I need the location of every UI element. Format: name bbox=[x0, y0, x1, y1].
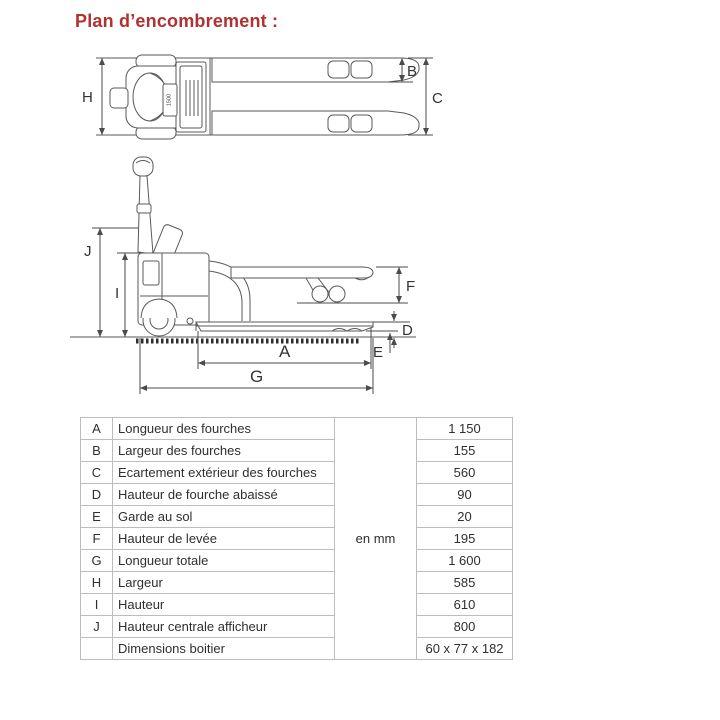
table-row bbox=[81, 594, 513, 616]
table-cell-unit: en mm bbox=[335, 418, 417, 660]
dim-d bbox=[373, 311, 413, 348]
table-cell-label: Longueur totale bbox=[113, 550, 335, 572]
table-cell-label: Largeur bbox=[113, 572, 335, 594]
table-cell-letter bbox=[81, 638, 113, 660]
table-cell-value: 1 150 bbox=[417, 418, 513, 440]
table-row bbox=[81, 440, 513, 462]
table-cell-label: Ecartement extérieur des fourches bbox=[113, 462, 335, 484]
raised-fork bbox=[231, 267, 408, 303]
dim-label-i: I bbox=[115, 285, 120, 302]
table-cell-label: Largeur des fourches bbox=[113, 440, 335, 462]
dim-j bbox=[84, 228, 100, 337]
capacity-plate-label: 1500 bbox=[166, 93, 173, 107]
table-row bbox=[81, 418, 513, 440]
dim-label-b: B bbox=[407, 63, 418, 80]
top-view-body bbox=[110, 55, 210, 139]
table-cell-value: 20 bbox=[417, 506, 513, 528]
dim-label-h: H bbox=[82, 89, 93, 106]
table-cell-letter: G bbox=[81, 550, 113, 572]
table-cell-value: 195 bbox=[417, 528, 513, 550]
page-title: Plan d’encombrement : bbox=[75, 11, 279, 31]
side-view bbox=[70, 157, 416, 394]
table-row bbox=[81, 506, 513, 528]
table-cell-letter: F bbox=[81, 528, 113, 550]
table-cell-value: 560 bbox=[417, 462, 513, 484]
table-row bbox=[81, 528, 513, 550]
dim-f bbox=[376, 267, 415, 303]
table-cell-letter: I bbox=[81, 594, 113, 616]
dim-label-d: D bbox=[402, 322, 413, 339]
table-cell-label: Hauteur de fourche abaissé bbox=[113, 484, 335, 506]
table-cell-letter: B bbox=[81, 440, 113, 462]
table-cell-label: Hauteur centrale afficheur bbox=[113, 616, 335, 638]
dim-label-c: C bbox=[432, 90, 443, 107]
table-cell-value: 610 bbox=[417, 594, 513, 616]
table-cell-label: Hauteur de levée bbox=[113, 528, 335, 550]
dim-g bbox=[140, 338, 373, 394]
table-cell-label: Dimensions boitier bbox=[113, 638, 335, 660]
table-row bbox=[81, 462, 513, 484]
table-cell-value: 155 bbox=[417, 440, 513, 462]
table-cell-label: Hauteur bbox=[113, 594, 335, 616]
side-view-tiller bbox=[133, 157, 153, 254]
table-row bbox=[81, 616, 513, 638]
table-row bbox=[81, 550, 513, 572]
top-view bbox=[82, 55, 443, 139]
dim-i bbox=[115, 253, 125, 337]
dim-label-a: A bbox=[279, 342, 291, 361]
table-cell-letter: J bbox=[81, 616, 113, 638]
table-row bbox=[81, 484, 513, 506]
table-cell-letter: A bbox=[81, 418, 113, 440]
table-cell-letter: D bbox=[81, 484, 113, 506]
table-cell-letter: E bbox=[81, 506, 113, 528]
table-cell-label: Garde au sol bbox=[113, 506, 335, 528]
dim-label-j: J bbox=[84, 243, 92, 260]
table-cell-value: 60 x 77 x 182 bbox=[417, 638, 513, 660]
table-cell-letter: C bbox=[81, 462, 113, 484]
table-row bbox=[81, 572, 513, 594]
table-cell-value: 1 600 bbox=[417, 550, 513, 572]
table-cell-letter: H bbox=[81, 572, 113, 594]
table-cell-value: 585 bbox=[417, 572, 513, 594]
top-view-forks bbox=[212, 58, 419, 135]
table-cell-value: 90 bbox=[417, 484, 513, 506]
dim-label-e: E bbox=[373, 344, 384, 361]
dim-a bbox=[198, 328, 371, 369]
table-row bbox=[81, 638, 513, 660]
table-cell-value: 800 bbox=[417, 616, 513, 638]
dim-label-f: F bbox=[406, 278, 416, 295]
dimensions-table bbox=[80, 417, 513, 660]
dim-h bbox=[82, 58, 102, 135]
dim-label-g: G bbox=[250, 367, 264, 386]
table-cell-label: Longueur des fourches bbox=[113, 418, 335, 440]
lowered-fork bbox=[196, 322, 373, 331]
